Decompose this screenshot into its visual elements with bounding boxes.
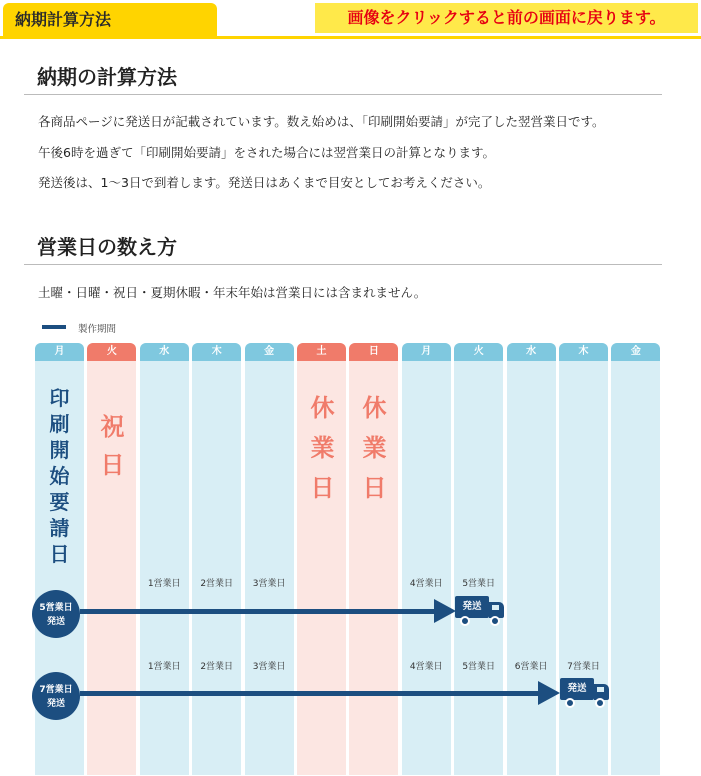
badge-text: 5営業日 (39, 603, 73, 613)
rest-day-label-saturday (298, 388, 347, 508)
vertical-char: 請 (49, 516, 70, 540)
vertical-char: 祝 (100, 413, 125, 441)
vertical-char: 刷 (49, 412, 70, 436)
rest-day-label-sunday (350, 388, 399, 508)
shipping-arrow-line (80, 691, 540, 696)
day-header: 土 (297, 343, 346, 361)
day-header: 日 (349, 343, 398, 361)
truck-icon (455, 596, 505, 628)
day-column (140, 343, 189, 775)
business-day-count: 6営業日 (514, 662, 548, 672)
vertical-char: 休 (362, 394, 387, 422)
business-day-note: 土曜・日曜・祝日・夏期休暇・年末年始は営業日には含まれません。 (38, 285, 427, 300)
day-column (611, 343, 660, 775)
vertical-char: 開 (49, 438, 70, 462)
seven-day-shipping-badge (32, 672, 80, 720)
day-header: 水 (507, 343, 556, 361)
truck-icon (560, 678, 610, 710)
day-header: 金 (245, 343, 294, 361)
business-day-count: 3営業日 (252, 579, 286, 589)
vertical-char: 休 (310, 394, 335, 422)
day-header: 火 (87, 343, 136, 361)
section-heading-delivery: 納期の計算方法 (37, 65, 177, 89)
day-header: 月 (402, 343, 451, 361)
shipping-arrow-line (80, 609, 436, 614)
vertical-char: 日 (362, 474, 387, 502)
day-header: 木 (192, 343, 241, 361)
section-divider (24, 94, 662, 95)
paragraph-line-2: 午後6時を過ぎて「印刷開始要請」をされた場合には翌営業日の計算となります。 (38, 145, 495, 160)
vertical-char: 要 (49, 490, 70, 514)
truck-label: 発送 (560, 678, 594, 700)
arrow-head-icon (434, 599, 456, 623)
vertical-char: 日 (49, 542, 70, 566)
holiday-label (88, 408, 137, 484)
day-header: 金 (611, 343, 660, 361)
paragraph-line-3: 発送後は、1〜3日で到着します。発送日はあくまで目安としてお考えください。 (38, 175, 491, 190)
badge-text: 発送 (46, 699, 65, 709)
day-column (245, 343, 294, 775)
top-divider (0, 36, 701, 39)
business-day-count: 5営業日 (462, 579, 496, 589)
business-day-count: 4営業日 (409, 662, 443, 672)
five-day-shipping-badge (32, 590, 80, 638)
business-day-count: 1営業日 (147, 579, 181, 589)
back-link[interactable]: 画像をクリックすると前の画面に戻ります。 (315, 3, 698, 33)
day-header: 水 (140, 343, 189, 361)
badge-text: 7営業日 (39, 685, 73, 695)
business-day-count: 4営業日 (409, 579, 443, 589)
vertical-char: 日 (100, 451, 125, 479)
legend-label: 製作期間 (78, 324, 117, 335)
day-column (507, 343, 556, 775)
section-divider (24, 264, 662, 265)
vertical-char: 業 (310, 434, 335, 462)
day-column (559, 343, 608, 775)
business-day-count: 7営業日 (567, 662, 600, 672)
day-header: 木 (559, 343, 608, 361)
truck-label: 発送 (455, 596, 489, 618)
business-day-count: 5営業日 (462, 662, 496, 672)
business-day-count: 2営業日 (200, 662, 234, 672)
arrow-head-icon (538, 681, 560, 705)
vertical-char: 業 (362, 434, 387, 462)
business-day-count: 3営業日 (252, 662, 286, 672)
day-column (454, 343, 503, 775)
business-day-count: 1営業日 (147, 662, 181, 672)
day-column (402, 343, 451, 775)
vertical-char: 始 (49, 464, 70, 488)
vertical-char: 日 (310, 474, 335, 502)
vertical-char: 印 (49, 386, 70, 410)
day-header: 火 (454, 343, 503, 361)
top-bar (0, 0, 701, 38)
start-day-label (35, 385, 84, 567)
day-header: 月 (35, 343, 84, 361)
day-column (192, 343, 241, 775)
page-tab-title: 納期計算方法 (3, 3, 217, 37)
badge-text: 発送 (46, 617, 65, 627)
paragraph-line-1: 各商品ページに発送日が記載されています。数え始めは、「印刷開始要請」が完了した翌営業日です。 (38, 114, 605, 129)
section-heading-business-days: 営業日の数え方 (37, 235, 177, 259)
legend-line-icon (42, 325, 66, 329)
business-day-count: 2営業日 (200, 579, 234, 589)
